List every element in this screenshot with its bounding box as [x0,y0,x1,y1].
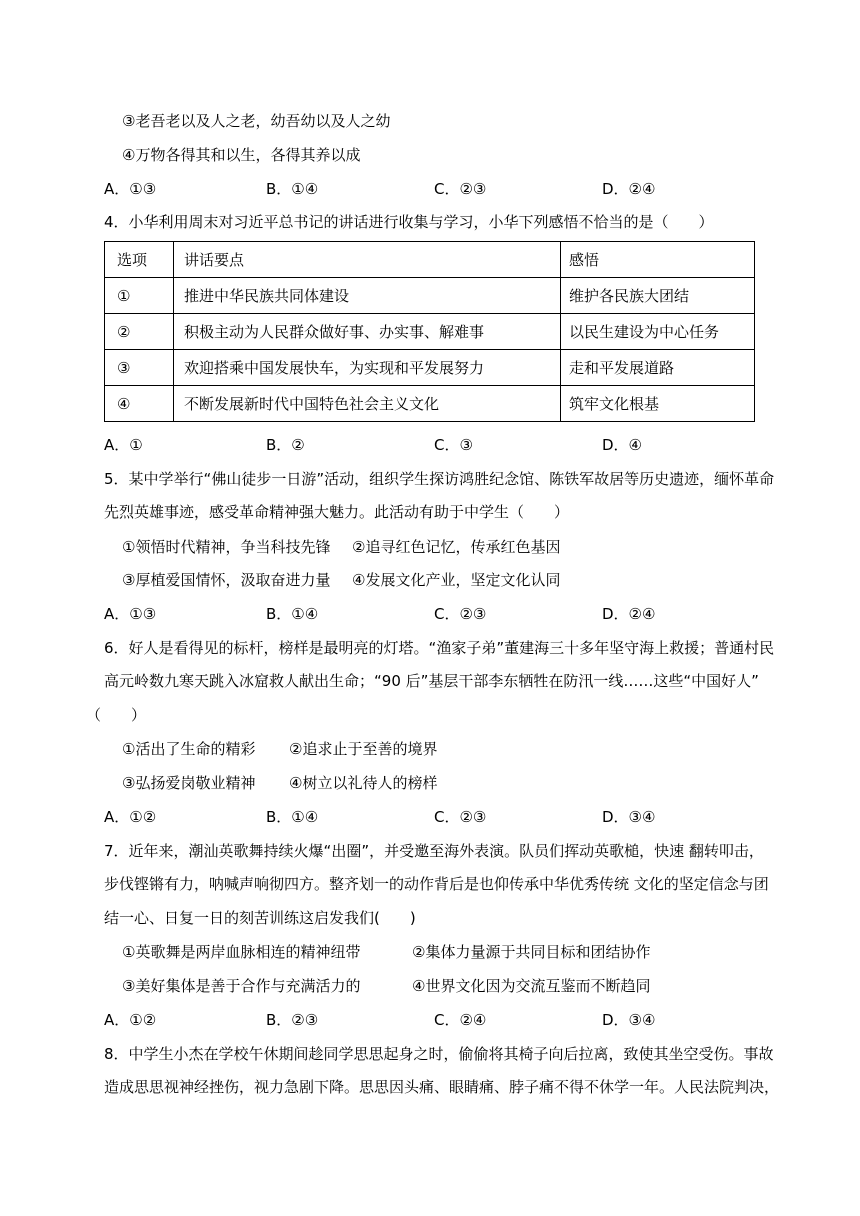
q5-choice-d[interactable]: D．②④ [602,605,656,623]
q6-stem-line-1: 6．好人是看得见的标杆，榜样是最明亮的灯塔。“渔家子弟”董建海三十多年坚守海上救援；普通村民 [104,639,775,657]
q5-item-2: ②追寻红色记忆，传承红色基因 [352,538,561,556]
q7-choice-d[interactable]: D．③④ [602,1011,656,1029]
q3-choice-b[interactable]: B．①④ [266,180,319,198]
table-header-row [105,242,755,278]
row-option: ④ [105,386,174,422]
row-insight: 以民生建设为中心任务 [561,314,755,350]
row-option: ② [105,314,174,350]
row-insight: 维护各民族大团结 [561,278,755,314]
q5-choice-b[interactable]: B．①④ [266,605,319,623]
q6-stem-line-2: 高元岭数九寒天跳入冰窟救人献出生命；“90 后”基层干部李东牺牲在防汛一线……这些“中国好人” [104,672,759,690]
row-key-point: 不断发展新时代中国特色社会主义文化 [174,386,561,422]
table-row [105,278,755,314]
q6-item-3: ③弘扬爱岗敬业精神 [122,774,256,792]
q7-item-2: ②集体力量源于共同目标和团结协作 [412,943,651,961]
q6-item-1: ①活出了生命的精彩 [122,740,256,758]
q3-choice-c[interactable]: C．②③ [434,180,487,198]
header-insight: 感悟 [561,242,755,278]
q3-item-3: ③老吾老以及人之老，幼吾幼以及人之幼 [122,112,391,130]
q5-stem-line-1: 5．某中学举行“佛山徒步一日游”活动，组织学生探访鸿胜纪念馆、陈铁军故居等历史遗迹，缅怀革命 [104,470,775,488]
q5-item-1: ①领悟时代精神，争当科技先锋 [122,538,331,556]
q6-choice-b[interactable]: B．①④ [266,808,319,826]
q4-choice-d[interactable]: D．④ [602,436,642,454]
q5-choice-c[interactable]: C．②③ [434,605,487,623]
header-option: 选项 [105,242,174,278]
q6-choice-d[interactable]: D．③④ [602,808,656,826]
q7-item-1: ①英歌舞是两岸血脉相连的精神纽带 [122,943,361,961]
q7-stem-line-3: 结一心、日复一日的刻苦训练这启发我们( ) [104,909,416,927]
row-option: ③ [105,350,174,386]
table-row [105,386,755,422]
table-row [105,350,755,386]
header-key-point: 讲话要点 [174,242,561,278]
q8-stem-line-2: 造成思思视神经挫伤，视力急剧下降。思思因头痛、眼睛痛、脖子痛不得不休学一年。人民法院判决， [104,1078,780,1096]
q4-choice-b[interactable]: B．② [266,436,305,454]
row-key-point: 推进中华民族共同体建设 [174,278,561,314]
row-key-point: 欢迎搭乘中国发展快车，为实现和平发展努力 [174,350,561,386]
q5-item-3: ③厚植爱国情怀，汲取奋进力量 [122,571,331,589]
q7-item-3: ③美好集体是善于合作与充满活力的 [122,977,361,995]
q6-item-2: ②追求止于至善的境界 [289,740,438,758]
q6-stem-line-3: （ ） [86,706,147,724]
q6-item-4: ④树立以礼待人的榜样 [289,774,438,792]
q7-stem-line-1: 7．近年来，潮汕英歌舞持续火爆“出圈”，并受邀至海外表演。队员们挥动英歌槌，快速 翻转叩击， [104,842,764,860]
row-insight: 筑牢文化根基 [561,386,755,422]
q7-choice-b[interactable]: B．②③ [266,1011,319,1029]
q3-choice-d[interactable]: D．②④ [602,180,656,198]
q3-item-4: ④万物各得其和以生，各得其养以成 [122,146,361,164]
row-insight: 走和平发展道路 [561,350,755,386]
q7-choice-a[interactable]: A．①② [104,1011,157,1029]
q5-item-4: ④发展文化产业，坚定文化认同 [352,571,561,589]
q3-choice-a[interactable]: A．①③ [104,180,157,198]
q4-table [104,241,755,422]
q7-stem-line-2: 步伐铿锵有力，呐喊声响彻四方。整齐划一的动作背后是也仰传承中华优秀传统 文化的坚定信念与团 [104,875,769,893]
q4-stem: 4．小华利用周末对习近平总书记的讲话进行收集与学习，小华下列感悟不恰当的是（ ） [104,213,714,231]
q4-choice-a[interactable]: A．① [104,436,143,454]
q7-item-4: ④世界文化因为交流互鉴而不断趋同 [412,977,651,995]
row-option: ① [105,278,174,314]
q5-stem-line-2: 先烈英雄事迹，感受革命精神强大魅力。此活动有助于中学生（ ） [104,503,570,521]
table-row [105,314,755,350]
q7-choice-c[interactable]: C．②④ [434,1011,487,1029]
q5-choice-a[interactable]: A．①③ [104,605,157,623]
row-key-point: 积极主动为人民群众做好事、办实事、解难事 [174,314,561,350]
q6-choice-a[interactable]: A．①② [104,808,157,826]
q8-stem-line-1: 8．中学生小杰在学校午休期间趁同学思思起身之时，偷偷将其椅子向后拉离，致使其坐空受伤。事故 [104,1045,774,1063]
q6-choice-c[interactable]: C．②③ [434,808,487,826]
q4-choice-c[interactable]: C．③ [434,436,473,454]
